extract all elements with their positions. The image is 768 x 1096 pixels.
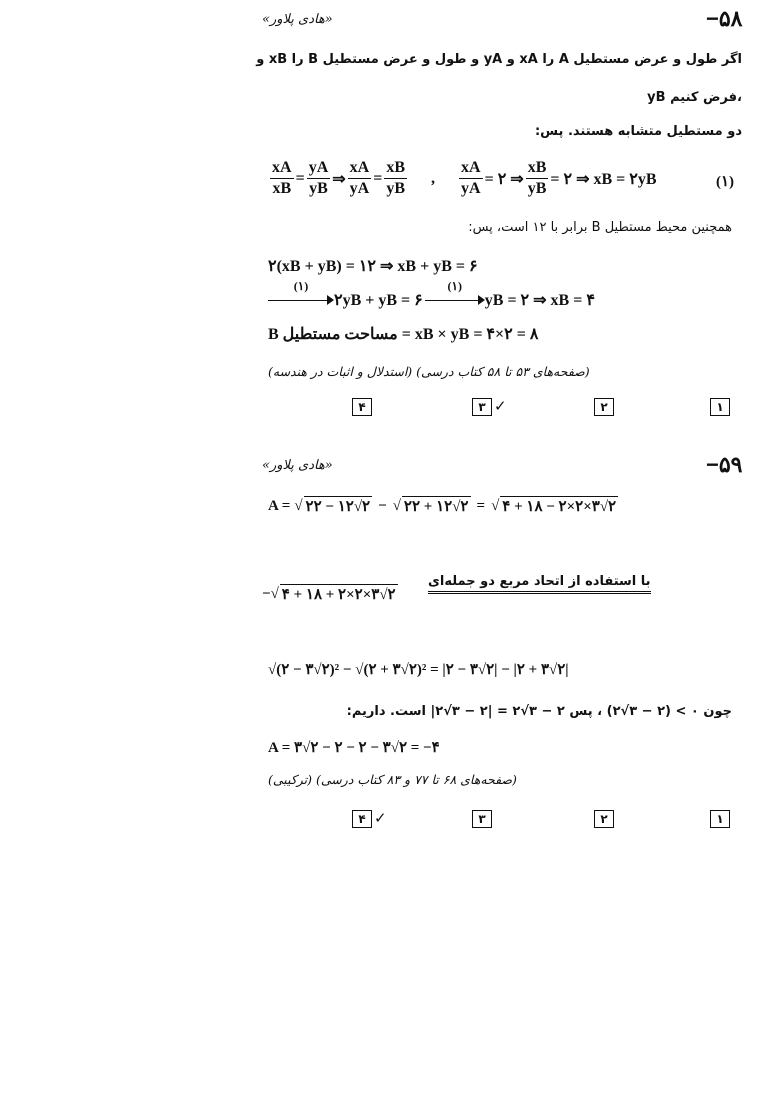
equation: √(۲ − ۳√۲)² − √(۲ + ۳√۲)² = |۲ − ۳√۲| − |۲ + ۳√۲| (268, 662, 569, 678)
option-box-4[interactable]: ۴ (352, 398, 372, 416)
fraction: $\frac{xA}{yA}$ (461, 159, 481, 197)
sqrt-icon: √ (270, 585, 279, 602)
sqrt-icon: √ (491, 497, 500, 514)
sqrt-icon: √ (294, 497, 303, 514)
fraction: $\frac{yA}{yB}$ (308, 159, 329, 197)
equation: (۱) ۲yB + yB = ۶ (۱) yB = ۲ ⇒ xB = ۴ (268, 290, 595, 310)
arrow-icon: (۱) (268, 293, 334, 307)
equation-tag: (۱) (716, 174, 735, 190)
solution-text: دو مستطیل متشابه هستند. پس: (534, 124, 742, 139)
author-credit: «هادی پلاور» (262, 458, 333, 473)
option-box-1[interactable]: ۱ (710, 810, 730, 828)
solution-text: همچنین محیط مستطیل B برابر با ۱۲ است، پس: (468, 220, 732, 235)
check-icon: ✓ (374, 809, 387, 827)
sqrt-icon: √ (392, 497, 401, 514)
equation: $\frac{xA}{xB}$ = $\frac{yA}{yB}$ ⇒ $\frac{xA}{yA}$ = $\frac{xB}{yB}$ , $\frac{xA}{yA}$ = ۲ ⇒ $\frac{xB}{yB}$ = ۲ ⇒ xB = ۲yB (272, 159, 657, 197)
question-number: −۵۹ (706, 452, 743, 477)
option-box-2[interactable]: ۲ (594, 398, 614, 416)
arrow-icon: (۱) (425, 293, 485, 307)
option-box-4[interactable]: ۴ (352, 810, 372, 828)
identity-note: با استفاده از اتحاد مربع دو جمله‌ای (428, 574, 651, 594)
book-reference: (صفحه‌های ۶۸ تا ۷۷ و ۸۳ کتاب درسی) (ترکیبی) (268, 772, 517, 787)
question-number: −۵۸ (706, 6, 743, 31)
fraction: $\frac{xA}{xB}$ (272, 159, 292, 197)
equation: A = √ ۲۲ − ۱۲√۲ − √ ۲۲ + ۱۲√۲ = √ ۴ + ۱۸ − ۲×۲×۳√۲ (268, 497, 617, 515)
book-reference: (صفحه‌های ۵۳ تا ۵۸ کتاب درسی) (استدلال و اثبات در هندسه) (268, 364, 590, 379)
equation: A = ۳√۲ − ۲ − ۲ − ۳√۲ = −۴ (268, 740, 440, 756)
option-box-3[interactable]: ۳ (472, 398, 492, 416)
option-box-2[interactable]: ۲ (594, 810, 614, 828)
equation: ۲(xB + yB) = ۱۲ ⇒ xB + yB = ۶ (268, 258, 478, 275)
author-credit: «هادی پلاور» (262, 12, 333, 27)
option-box-1[interactable]: ۱ (710, 398, 730, 416)
fraction: $\frac{xA}{yA}$ (349, 159, 370, 197)
fraction: $\frac{xB}{yB}$ (386, 159, 406, 197)
fraction: $\frac{xB}{yB}$ (527, 159, 547, 197)
check-icon: ✓ (494, 397, 507, 415)
equation: − √ ۴ + ۱۸ + ۲×۲×۳√۲ (262, 585, 396, 603)
option-box-3[interactable]: ۳ (472, 810, 492, 828)
solution-text: چون ۰ > (۲ − ۳√۲) ، پس ۲ − ۳√۲ = |۲ − ۳√۲| است. داریم: (346, 704, 732, 719)
solution-text: yB فرض کنیم، (647, 90, 742, 105)
equation: B مساحت مستطیل = xB × yB = ۴×۲ = ۸ (268, 326, 539, 343)
solution-text: اگر طول و عرض مستطیل A را xA و yA و طول و عرض مستطیل B را xB و (256, 52, 742, 67)
